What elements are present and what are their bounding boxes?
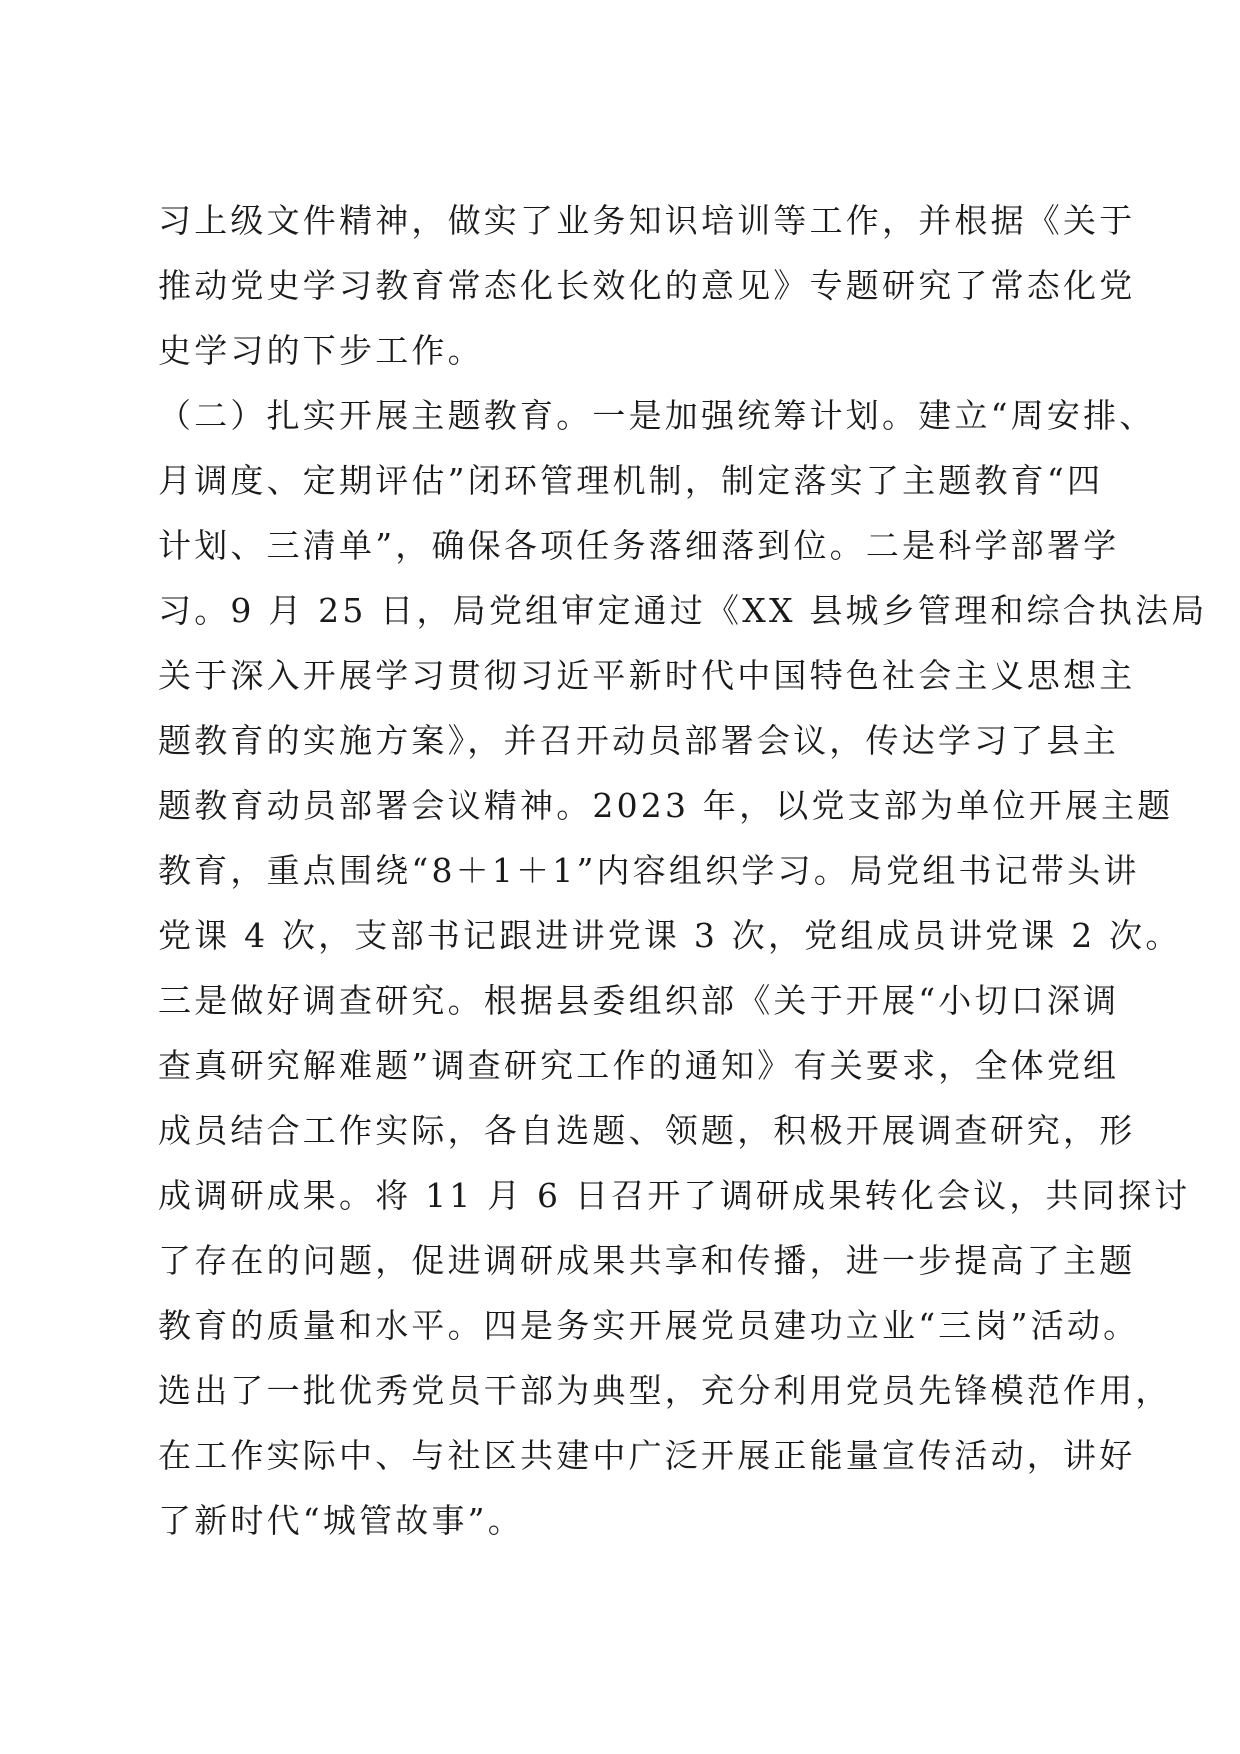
body-text [158, 188, 1208, 1553]
text-line: 教育的质量和水平。四是务实开展党员建功立业“三岗”活动。 [158, 1306, 1140, 1345]
text-line: 选出了一批优秀党员干部为典型，充分利用党员先锋模范作用， [158, 1371, 1172, 1410]
text-line: 关于深入开展学习贯彻习近平新时代中国特色社会主义思想主 [158, 656, 1136, 695]
text-line: 查真研究解难题”调查研究工作的通知》有关要求，全体党组 [158, 1046, 1120, 1085]
text-line: 党课 4 次，支部书记跟进讲党课 3 次，党组成员讲党课 2 次。 [158, 916, 1182, 955]
text-line: 成调研成果。将 11 月 6 日召开了调研成果转化会议，共同探讨 [158, 1176, 1191, 1215]
text-line: 推动党史学习教育常态化长效化的意见》专题研究了常态化党 [158, 266, 1136, 305]
text-line: 题教育动员部署会议精神。2023 年，以党支部为单位开展主题 [158, 786, 1174, 825]
text-line: 计划、三清单”，确保各项任务落细落到位。二是科学部署学 [158, 526, 1120, 565]
text-line: 习上级文件精神，做实了业务知识培训等工作，并根据《关于 [158, 201, 1136, 240]
text-line: 教育，重点围绕“8＋1＋1”内容组织学习。局党组书记带头讲 [158, 851, 1140, 890]
text-line: 史学习的下步工作。 [158, 331, 484, 370]
text-line: 了存在的问题，促进调研成果共享和传播，进一步提高了主题 [158, 1241, 1136, 1280]
text-line: 三是做好调查研究。根据县委组织部《关于开展“小切口深调 [158, 981, 1120, 1020]
text-line: 了新时代“城管故事”。 [158, 1501, 524, 1540]
text-line: 成员结合工作实际，各自选题、领题，积极开展调查研究，形 [158, 1111, 1136, 1150]
text-line: 在工作实际中、与社区共建中广泛开展正能量宣传活动，讲好 [158, 1436, 1136, 1475]
text-line: 习。9 月 25 日，局党组审定通过《XX 县城乡管理和综合执法局 [158, 591, 1208, 630]
section-heading-line: （二）扎实开展主题教育。一是加强统筹计划。建立“周安排、 [158, 396, 1156, 435]
text-line: 题教育的实施方案》，并召开动员部署会议，传达学习了县主 [158, 721, 1119, 760]
text-line: 月调度、定期评估”闭环管理机制，制定落实了主题教育“四 [158, 461, 1104, 500]
